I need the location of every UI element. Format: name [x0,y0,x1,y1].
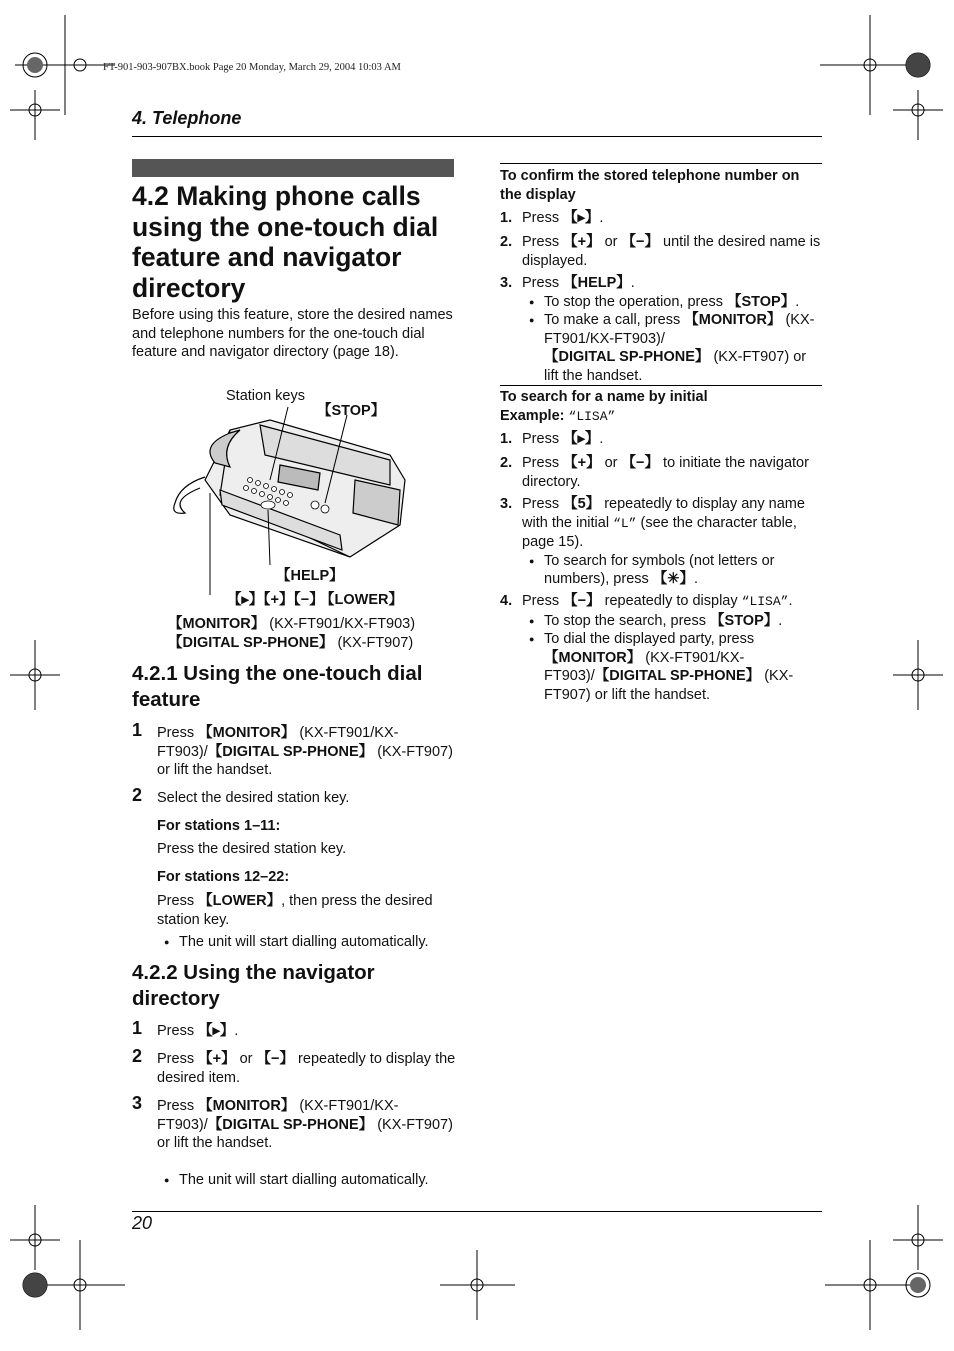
confirm-step-1: 1. Press 【▸】. [500,210,604,226]
section-header: 4. Telephone [132,108,242,128]
s422-bullet: ● The unit will start dialling automatically. [157,1171,479,1190]
confirm-bullet-2: ● To make a call, press 【MONITOR】 (KX-FT901/KX-FT903)/【DIGITAL SP-PHONE】 (KX-FT907) or lift the handset. [522,311,822,385]
search-step4-bullet-1: ● To stop the search, press 【STOP】. [522,612,822,631]
lower-callout: 【LOWER】 [320,592,403,608]
help-callout: 【HELP】 [276,568,344,584]
heading-4-2-1: 4.2.1 Using the one-touch dial feature [132,662,423,711]
search-rule [500,385,822,386]
search-step-2: 2. Press 【+】 or 【−】 to initiate the navigator directory. [500,455,809,490]
confirm-rule [500,163,822,164]
s422-step-1: 1 Press 【▸】. [132,1018,239,1039]
intro-paragraph: Before using this feature, store the desired names and telephone numbers for the one-touch dial feature and navigator directory (page 18). [132,307,453,360]
confirm-heading: To confirm the stored telephone number on the display [500,168,800,203]
nav-keys-callout: 【▸】【+】【−】 [227,592,324,608]
stations-1-11-heading: For stations 1–11: [157,818,281,834]
confirm-bullet-1: ● To stop the operation, press 【STOP】. [522,293,822,312]
stations-12-22-heading: For stations 12–22: [157,869,290,885]
search-example: Example: “LISA” [500,408,616,424]
s422-step-3: 3 Press 【MONITOR】 (KX-FT901/KX- FT903)/【DIGITAL SP-PHONE】 (KX-FT907) or lift the handset. [132,1093,453,1151]
confirm-step-3: 3. Press 【HELP】. ● To stop the operation, press 【STOP】. ● To make a call, press 【MONITOR】 (KX-FT901/KX-FT903)/【DIGITAL SP-PHONE】 (KX-FT907) or lift the handset. [500,274,822,366]
search-step-4: 4. Press 【−】 repeatedly to display “LISA”. ● To stop the search, press 【STOP】. ● To dial the displayed party, press 【MONITOR】 (KX-FT901/KX- FT903)/【DIGITAL SP-PHONE】 (KX-FT907) or lift the handset. [500,592,822,707]
stations-12-22-text: Press 【LOWER】, then press the desired station key. [157,893,433,928]
title-bar [132,159,454,177]
confirm-step-2: 2. Press 【+】 or 【−】 until the desired name is displayed. [500,234,821,269]
search-step3-bullet: ● To search for symbols (not letters or numbers), press 【✳】. [522,552,822,589]
s422-step-2: 2 Press 【+】 or 【−】 repeatedly to display the desired item. [132,1046,456,1086]
stations-1-11-text: Press the desired station key. [157,841,347,857]
heading-4-2-2: 4.2.2 Using the navigator directory [132,961,375,1010]
sp-phone-callout: 【DIGITAL SP-PHONE】 (KX-FT907) [168,635,414,651]
search-step-3: 3. Press 【5】 repeatedly to display any name with the initial “L” (see the character table, page 15). ● To search for symbols (not letters or numbers), press 【✳】. [500,495,822,590]
s421-step-1: 1 Press 【MONITOR】 (KX-FT901/KX- FT903)/【DIGITAL SP-PHONE】 (KX-FT907) or lift the handset. [132,720,453,778]
footer-rule [132,1211,822,1212]
stop-callout: 【STOP】 [317,403,386,419]
search-step4-bullet-2: ● To dial the displayed party, press 【MONITOR】 (KX-FT901/KX- FT903)/【DIGITAL SP-PHONE】 (KX-FT907) or lift the handset. [522,630,822,704]
page-number: 20 [132,1213,153,1233]
monitor-callout: 【MONITOR】 (KX-FT901/KX-FT903) [168,616,416,632]
search-step-1: 1. Press 【▸】. [500,431,604,447]
s421-step-2: 2 Select the desired station key. [132,785,350,806]
station-keys-label: Station keys [226,388,305,404]
s421-bullet: ● The unit will start dialling automatically. [157,933,479,952]
header-rule [132,136,822,137]
page-title: 4.2 Making phone calls using the one-touch dial feature and navigator directory [132,181,439,303]
print-header: FT-901-903-907BX.book Page 20 Monday, March 29, 2004 10:03 AM [103,62,401,73]
search-heading: To search for a name by initial [500,389,708,405]
